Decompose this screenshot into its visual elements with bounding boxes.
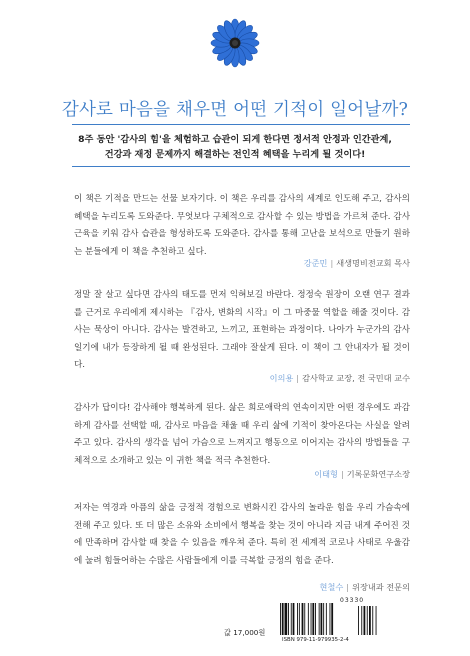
reviewer-name: 현철수 [319, 582, 344, 592]
divider-bottom [72, 166, 410, 167]
isbn-barcode [278, 597, 384, 649]
review-signature-4: 현철수 | 위장내과 전문의 [319, 582, 410, 592]
review-signature-2: 이의용 | 감사학교 교장, 전 국민대 교수 [269, 373, 410, 383]
reviewer-role: 기록문화연구소장 [346, 469, 410, 479]
isbn-number: ISBN 979-11-979935-2-4 [282, 637, 349, 643]
reviewer-role: 감사학교 교장, 전 국민대 교수 [302, 373, 410, 383]
barcode-addon-number: 03330 [340, 597, 365, 604]
price-label: 값 17,000원 [224, 628, 266, 637]
review-text-4: 저자는 역경과 아픔의 삶을 긍정적 경험으로 변화시킨 감사의 놀라운 힘을 우리 가슴속에 전해 주고 있다. 또 더 많은 소유와 소비에서 행복을 찾는 것이 아니라 지금 내게 주어진 것에 만족하며 감사할 때 찾을 수 있음을 깨우쳐 준다. 특히 전 세계적 코로나 사태로 우울감에 눌려 힘들어하는 수많은 사람들에게 이를 극복할 긍정의 힘을 준다. [74, 503, 410, 566]
review-text-3: 감사가 답이다! 감사해야 행복하게 된다. 삶은 희로애락의 연속이지만 어떤 경우에도 과감하게 감사를 선택할 때, 감사로 마음을 채울 때 우리 삶에 기적이 찾아온다는 사실을 알려주고 있다. 감사의 생각을 넘어 가슴으로 느껴지고 행동으로 이어지는 감사의 방법들을 구체적으로 소개하고 있는 이 귀한 책을 적극 추천한다. [74, 403, 410, 466]
reviewer-role: 위장내과 전문의 [352, 582, 410, 592]
headline: 감사로 마음을 채우면 어떤 기적이 일어날까? [61, 100, 409, 120]
review-text-1: 이 책은 기적을 만드는 선물 보자기다. 이 책은 우리를 감사의 세계로 인도해 주고, 감사의 혜택을 누리도록 도와준다. 무엇보다 구체적으로 감사할 수 있는 방법을 가르쳐 준다. 감사 근육을 키워 감사 습관을 형성하도록 도와준다. 감사를 통해 고난을 보석으로 만들기 원하는 분들에게 이 책을 추천하고 싶다. [74, 194, 410, 257]
barcode-icon [278, 597, 384, 637]
review-text-2: 정말 잘 살고 싶다면 감사의 태도를 먼저 익혀보길 바란다. 정정숙 원장이 오랜 연구 결과를 근거로 우리에게 제시하는 『감사, 변화의 시작』이 그 마중물 역할을 해줄 것이다. 감사는 묵상이 아니다. 감사는 발견하고, 느끼고, 표현하는 과정이다. 나아가 누군가의 감사일기에 내가 등장하게 될 때 완성된다. 그래야 잘살게 된다. 이 책이 그 안내자가 될 것이다. [74, 290, 410, 370]
subheadline-line-1: 8주 동안 '감사의 힘'을 체험하고 습관이 되게 한다면 정서적 안정과 인간관계, [78, 134, 392, 145]
subheadline-line-2: 건강과 재정 문제까지 해결하는 전인적 혜택을 누리게 될 것이다! [104, 149, 366, 160]
reviewer-name: 이의용 [269, 373, 294, 383]
reviewer-name: 강준민 [303, 258, 328, 268]
divider-top [72, 124, 410, 125]
reviewer-role: 새생명비전교회 목사 [336, 258, 410, 268]
review-signature-3: 이태형 | 기록문화연구소장 [314, 469, 410, 479]
reviewer-name: 이태형 [314, 469, 338, 479]
review-signature-1: 강준민 | 새생명비전교회 목사 [303, 258, 410, 268]
flower-icon [210, 18, 260, 68]
